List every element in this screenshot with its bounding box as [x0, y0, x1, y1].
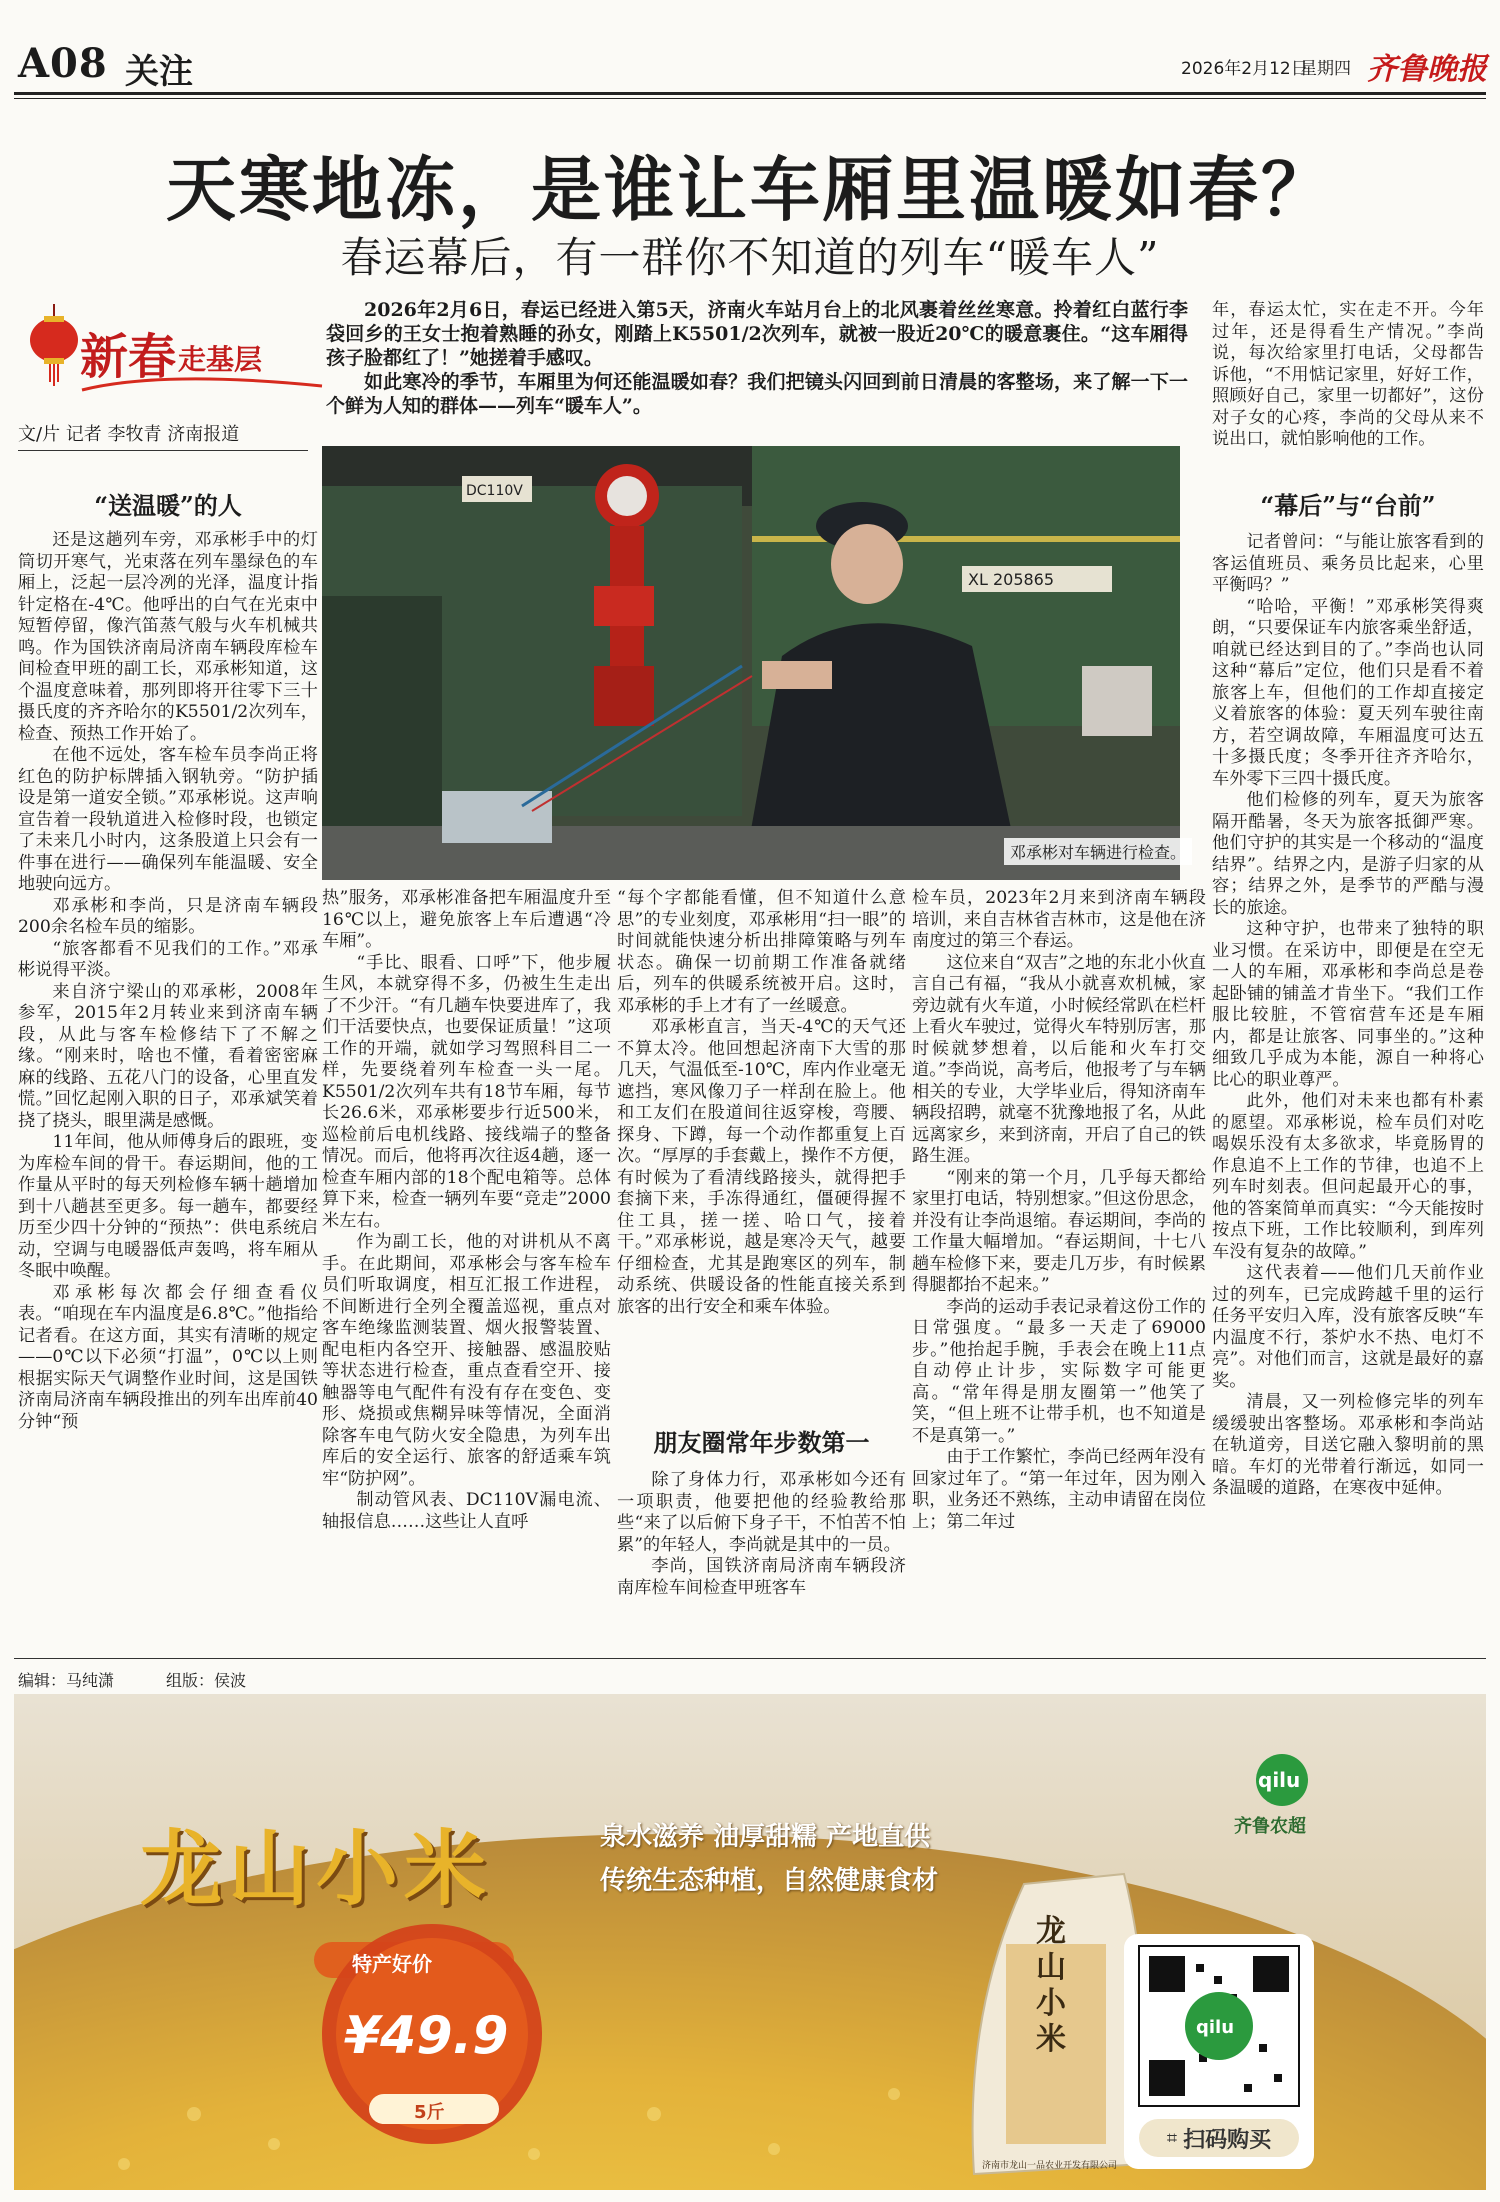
news-photo — [322, 446, 1180, 880]
intro-paragraph: 如此寒冷的季节，车厢里为何还能温暖如春？我们把镜头闪回到前日清晨的客整场，来了解一下一个鲜为人知的群体——列车“暖车人”。 — [326, 371, 1188, 417]
ad-slogan-2: 传统生态种植，自然健康食材 — [600, 1866, 939, 1896]
body-paragraph: 这种守护，也带来了独特的职业习惯。在采访中，即便是在空无一人的车厢，邓承彬和李尚总是卷起卧铺的铺盖才肯坐下。“我们工作服比较脏，不管宿营车还是车厢内，都是让旅客、同事坐的。”这种细致几乎成为本能，源自一种将心比心的职业尊严。 — [1212, 919, 1484, 1090]
body-paragraph: 记者曾问：“与能让旅客看到的客运值班员、乘务员比起来，心里平衡吗？” — [1212, 532, 1484, 595]
headline: 天寒地冻，是谁让车厢里温暖如春？ — [166, 148, 1334, 231]
body-paragraph: “旅客都看不见我们的工作。”邓承彬说得平淡。 — [18, 938, 318, 980]
body-paragraph: 除了身体力行，邓承彬如今还有一项职责，他要把他的经验教给那些“来了以后俯下身子干，不怕苦不怕累”的年轻人，李尚就是其中的一员。 — [617, 1470, 906, 1555]
intro-paragraph: 2026年2月6日，春运已经进入第5天，济南火车站月台上的北风裹着丝丝寒意。拎着红白蓝行李袋回乡的王女士抱着熟睡的孙女，刚踏上K5501/2次列车，就被一股近20℃的暖意裹住。“这车厢得孩子脸都红了！”她搓着手感叹。 — [326, 299, 1188, 369]
section-subhead: 朋友圈常年步数第一 — [653, 1428, 870, 1457]
body-column-5 — [1212, 532, 1484, 1500]
intro-lead — [326, 298, 1188, 418]
bag-maker: 济南市龙山一品农业开发有限公司 — [982, 2161, 1118, 2171]
new-spring-logo — [22, 300, 332, 400]
body-paragraph: 11年间，他从师傅身后的跟班，变为库检车间的骨干。春运期间，他的工作量从平时的每天列检修车辆十趟增加到十八趟甚至更多。每一趟车，都要经历至少四十分钟的“预热”：供电系统启动，空调与电暖器低声轰鸣，将车厢从冬眠中唤醒。 — [18, 1132, 318, 1281]
section-label: 关注 — [125, 52, 193, 92]
header-rule — [14, 92, 1486, 95]
body-paragraph: 在他不远处，客车检车员李尚正将红色的防护标牌插入钢轨旁。“防护插设是第一道安全锁。”邓承彬说。这声响宣告着一段轨道进入检修时段，也锁定了未来几小时内，这条股道上只会有一件事在进行——确保列车能温暖、安全地驶向远方。 — [18, 745, 318, 894]
body-paragraph: “刚来的第一个月，几乎每天都给家里打电话，特别想家。”但这份思念，并没有让李尚退缩。春运期间，李尚的工作量大幅增加。“春运期间，十七八趟车检修下来，要走几万步，有时候累得腿都抬不起来。” — [912, 1167, 1206, 1295]
body-column-5-top — [1212, 300, 1484, 451]
byline: 文/片 记者 李牧青 济南报道 — [18, 424, 240, 445]
qilu-brand-name: 齐鲁农超 — [1234, 1816, 1306, 1837]
body-paragraph: 这位来自“双吉”之地的东北小伙直言自己有福，“我从小就喜欢机械，家旁边就有火车道，小时候经常趴在栏杆上看火车驶过，觉得火车特别厉害，那时候就梦想着，以后能和火车打交道。”李尚说，高考后，他报考了与车辆相关的专业，大学毕业后，得知济南车辆段招聘，就毫不犹豫地报了名，从此远离家乡，来到济南，开启了自己的铁路生涯。 — [912, 952, 1206, 1166]
subheadline: 春运幕后，有一群你不知道的列车“暖车人” — [340, 233, 1160, 282]
body-paragraph: “哈哈，平衡！”邓承彬笑得爽朗，“只要保证车内旅客乘坐舒适，咱就已经达到目的了。”李尚也认同这种“幕后”定位，他们只是看不着旅客上车，但他们的工作却直接定义着旅客的体验：夏天列车驶往南方，若空调故障，车厢温度可达五十多摄氏度；冬季开往齐齐哈尔，车外零下三四十摄氏度。 — [1212, 596, 1484, 789]
body-paragraph: 年，春运太忙，实在走不开。今年过年，还是得看生产情况。”李尚说，每次给家里打电话，父母都告诉他，“不用惦记家里，好好工作，照顾好自己，家里一切都好”，这份对子女的心疼，李尚的父母从来不说出口，就怕影响他的工作。 — [1212, 300, 1484, 449]
scan-label: 扫码购买 — [1183, 2127, 1272, 2153]
issue-weekday: 星期四 — [1300, 59, 1351, 79]
body-column-1 — [18, 530, 318, 1433]
body-paragraph: 他们检修的列车，夏天为旅客隔开酷暑，冬天为旅客抵御严寒。他们守护的其实是一个移动的“温度结界”。结界之内，是游子归家的从容；结界之外，是季节的严酷与漫长的旅途。 — [1212, 790, 1484, 918]
body-paragraph: 热”服务，邓承彬准备把车厢温度升至16℃以上，避免旅客上车后遭遇“冷车厢”。 — [322, 888, 611, 951]
header-rule-thin — [14, 98, 1486, 99]
scan-icon: ⌗ — [1166, 2127, 1178, 2149]
logo-text-new-spring: 新春 — [80, 329, 177, 385]
body-paragraph: 还是这趟列车旁，邓承彬手中的灯筒切开寒气，光束落在列车墨绿色的车厢上，泛起一层冷冽的光泽，温度计指针定格在-4℃。他呼出的白气在光束中短暂停留，像汽笛蒸气般与火车机械共鸣。作为国铁济南局济南车辆段库检车间检查甲班的副工长，邓承彬知道，这个温度意味着，那列即将开往零下三十摄氏度的齐齐哈尔的K5501/2次列车，检查、预热工作开始了。 — [18, 530, 318, 744]
body-paragraph: 李尚，国铁济南局济南车辆段济南库检车间检查甲班客车 — [617, 1556, 906, 1598]
scan-to-buy-button[interactable] — [1139, 2119, 1299, 2157]
bag-label: 龙山小米 — [1036, 1914, 1066, 2057]
body-column-3-continued — [617, 1470, 906, 1599]
body-paragraph: 邓承彬和李尚，只是济南车辆段200余名检车员的缩影。 — [18, 895, 318, 937]
section-subhead: “送温暖”的人 — [94, 491, 242, 520]
body-paragraph: 邓承彬每次都会仔细查看仪表。“咱现在车内温度是6.8℃。”他指给记者看。在这方面，其实有清晰的规定——0℃以下必须“打温”，0℃以上则根据实际天气调整作业时间，这是国铁济南局济南车辆段推出的列车出库前40分钟“预 — [18, 1282, 318, 1432]
section-subhead: “幕后”与“台前” — [1260, 491, 1436, 520]
photo-caption: 邓承彬对车辆进行检查。 — [1004, 838, 1192, 865]
lantern-icon — [30, 304, 78, 386]
body-paragraph: 邓承彬直言，当天-4℃的天气还不算太冷。他回想起济南下大雪的那几天，气温低至-10℃，库内作业毫无遮挡，寒风像刀子一样刮在脸上。他和工友们在股道间往返穿梭，弯腰、探身、下蹲，每一个动作都重复上百次。“厚厚的手套戴上，操作不方便，有时候为了看清线路接头，就得把手套摘下来，手冻得通红，僵硬得握不住工具，搓一搓、哈口气，接着干。”邓承彬说，越是寒冷天气，越要仔细检查，尤其是跑寒区的列车，制动系统、供暖设备的性能直接关系到旅客的出行安全和乘车体验。 — [617, 1017, 906, 1317]
photo-illustration — [322, 446, 1180, 880]
ad-slogan-1: 泉水滋养 油厚甜糯 产地直供 — [600, 1822, 931, 1852]
body-paragraph: 李尚的运动手表记录着这份工作的日常强度。“最多一天走了69000步。”他抬起手腕，手表会在晚上11点自动停止计步，实际数字可能更高。“常年得是朋友圈第一”他笑了笑，“但上班不让带手机，也不知道是不是真第一。” — [912, 1296, 1206, 1446]
qr-brand: qilu — [1196, 2017, 1235, 2038]
body-paragraph: “每个字都能看懂，但不知道什么意思”的专业刻度，邓承彬用“扫一眼”的时间就能快速分析出排障策略与列车状态。确保一切前期工作准备就绪后，列车的供暖系统被开启。这时，邓承彬的手上才有了一丝暖意。 — [617, 888, 906, 1016]
plate-right: XL 205865 — [968, 570, 1055, 589]
plate-left: DC110V — [466, 483, 523, 499]
logo-text-grassroots: 走基层 — [178, 343, 263, 376]
body-paragraph: 作为副工长，他的对讲机从不离手。在此期间，邓承彬会与客车检车员们听取调度，相互汇报工作进程，不间断进行全列全覆盖巡视，重点对客车绝缘监测装置、烟火报警装置、配电柜内各空开、接触器、感温胶贴等状态进行检查，重点查看空开、接触器等电气配件有没有存在变色、变形、烧损或焦糊异味等情况，全面消除客车电气防火安全隐患，为列车出库后的安全运行、旅客的舒适乘车筑牢“防护网”。 — [322, 1232, 611, 1489]
page-number: A08 — [18, 40, 108, 87]
price-badge: 特产好价 — [352, 1952, 432, 1976]
qilu-logo: qilu — [1258, 1768, 1301, 1792]
body-paragraph: 清晨，又一列检修完毕的列车缓缓驶出客整场。邓承彬和李尚站在轨道旁，目送它融入黎明前的黑暗。车灯的光带着行渐远，如同一条温暖的道路，在寒夜中延伸。 — [1212, 1392, 1484, 1498]
body-paragraph: “手比、眼看、口呼”下，他步履生风，本就穿得不多，仍被生生走出了不少汗。“有几趟车快要进库了，我们干活要快点，也要保证质量！”这项工作的开端，就如学习驾照科目二一样，先要绕着列车检查一头一尾。K5501/2次列车共有18节车厢，每节长26.6米，邓承彬要步行近500米，巡检前后电机线路、接线端子的整备情况。而后，他将再次往返4趟，逐一检查车厢内部的18个配电箱等。总体算下来，检查一辆列车要“竞走”2000米左右。 — [322, 952, 611, 1231]
designer-credit: 组版：侯波 — [166, 1671, 247, 1690]
price-unit: 5斤 — [414, 2102, 445, 2123]
footer-rule — [14, 1658, 1486, 1659]
ad-title: 龙山小米 — [140, 1821, 493, 1917]
millet-advertisement[interactable] — [14, 1694, 1486, 2190]
body-column-3 — [617, 888, 906, 1318]
body-paragraph: 来自济宁梁山的邓承彬，2008年参军，2015年2月转业来到济南车辆段，从此与客车检修结下了不解之缘。“刚来时，啥也不懂，看着密密麻麻的线路、五花八门的设备，心里直发慌。”回忆起刚入职的日子，邓承斌笑着挠了挠头，眼里满是感慨。 — [18, 981, 318, 1131]
editor-credit: 编辑：马纯潇 — [18, 1671, 115, 1690]
body-paragraph: 检车员，2023年2月来到济南车辆段培训，来自吉林省吉林市，这是他在济南度过的第三个春运。 — [912, 888, 1206, 951]
body-paragraph: 由于工作繁忙，李尚已经两年没有回家过年了。“第一年过年，因为刚入职，业务还不熟练，主动申请留在岗位上；第二年过 — [912, 1447, 1206, 1532]
newspaper-logo: 齐鲁晚报 — [1367, 52, 1487, 87]
byline-rule — [18, 450, 308, 451]
body-paragraph: 此外，他们对未来也都有朴素的愿望。邓承彬说，检车员们对吃喝娱乐没有太多欲求，毕竟肠胃的作息追不上工作的节律，也追不上列车时刻表。但问起最开心的事，他的答案简单而真实：“今天能按时按点下班，工作比较顺利，到库列车没有复杂的故障。” — [1212, 1091, 1484, 1262]
body-paragraph: 制动管风表、DC110V漏电流、轴报信息……这些让人直呼 — [322, 1490, 611, 1532]
body-column-4 — [912, 888, 1206, 1533]
body-column-2 — [322, 888, 611, 1533]
body-paragraph: 这代表着——他们几天前作业过的列车，已完成跨越千里的运行任务平安归入库，没有旅客反映“车内温度不行，茶炉水不热、电灯不亮”。对他们而言，这就是最好的嘉奖。 — [1212, 1263, 1484, 1391]
price: ¥49.9 — [344, 2006, 509, 2066]
issue-date: 2026年2月12日 — [1181, 59, 1308, 79]
